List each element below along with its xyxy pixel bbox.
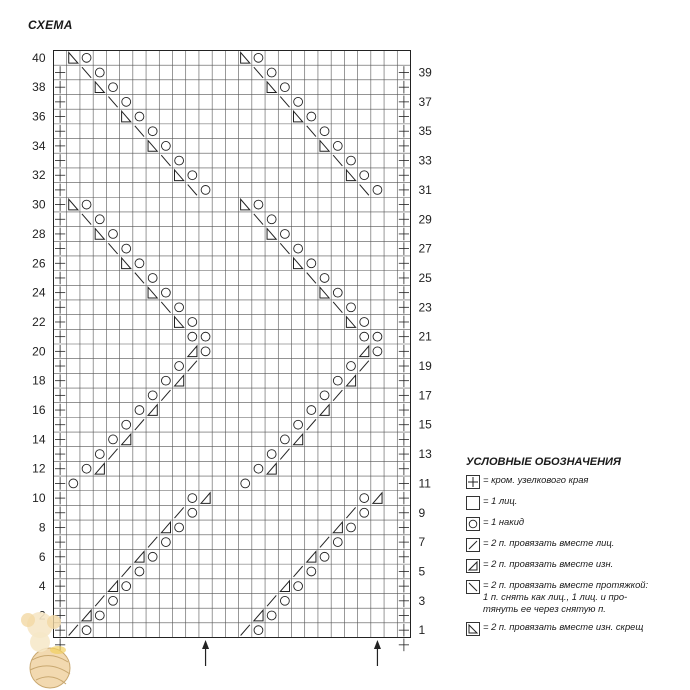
repeat-arrow-icon bbox=[374, 640, 381, 666]
row-number-right: 35 bbox=[418, 124, 432, 139]
row-number-right: 39 bbox=[418, 65, 432, 80]
legend-text: = 2 п. провязать вместе протяжкой: 1 п. снять как лиц., 1 лиц. и про- тянуть ее через снятую п. bbox=[483, 579, 649, 614]
row-number-left: 40 bbox=[32, 50, 46, 65]
row-number-left: 34 bbox=[32, 138, 46, 153]
row-number-right: 13 bbox=[418, 447, 432, 462]
row-number-left: 32 bbox=[32, 168, 46, 183]
legend-item-purl bbox=[466, 558, 688, 573]
row-number-left: 8 bbox=[38, 520, 46, 535]
row-number-right: 11 bbox=[418, 476, 431, 491]
legend bbox=[466, 456, 688, 642]
row-number-right: 9 bbox=[418, 505, 426, 520]
legend-item-knit bbox=[466, 495, 688, 510]
chart-grid bbox=[54, 51, 411, 638]
row-number-left: 30 bbox=[32, 197, 46, 212]
legend-text: = 2 п. провязать вместе лиц. bbox=[483, 537, 615, 548]
row-number-left: 12 bbox=[32, 461, 46, 476]
row-number-right: 15 bbox=[418, 417, 432, 432]
legend-symbol-yo-icon bbox=[466, 517, 480, 531]
row-number-left: 20 bbox=[32, 344, 46, 359]
row-number-left: 26 bbox=[32, 256, 46, 271]
legend-title: УСЛОВНЫЕ ОБОЗНАЧЕНИЯ bbox=[466, 456, 621, 468]
row-number-right: 33 bbox=[418, 153, 432, 168]
legend-text: = кром. узелкового края bbox=[483, 474, 589, 485]
row-number-right: 25 bbox=[418, 270, 432, 285]
row-number-right: 5 bbox=[418, 564, 426, 579]
row-number-left: 36 bbox=[32, 109, 46, 124]
legend-symbol-purl-icon bbox=[466, 559, 480, 573]
row-number-left: 24 bbox=[32, 285, 46, 300]
row-number-right: 19 bbox=[418, 359, 432, 374]
row-number-right: 3 bbox=[418, 593, 426, 608]
row-number-right: 31 bbox=[418, 182, 432, 197]
row-number-right: 17 bbox=[418, 388, 432, 403]
legend-text: = 2 п. провязать вместе изн. скрещ bbox=[483, 621, 644, 632]
row-number-left: 10 bbox=[32, 491, 46, 506]
row-number-left: 4 bbox=[38, 579, 46, 594]
legend-symbol-right-icon bbox=[466, 538, 480, 552]
chart-title: СХЕМА bbox=[28, 18, 73, 32]
legend-item-right bbox=[466, 537, 688, 552]
legend-symbol-left-icon bbox=[466, 580, 480, 594]
row-number-left: 38 bbox=[32, 80, 46, 95]
legend-item-edge bbox=[466, 474, 688, 489]
legend-item-pslant bbox=[466, 621, 688, 636]
row-number-right: 29 bbox=[418, 212, 432, 227]
legend-text: = 2 п. провязать вместе изн. bbox=[483, 558, 614, 569]
yarn-ball-icon bbox=[0, 580, 80, 690]
row-number-left: 18 bbox=[32, 373, 46, 388]
row-number-left: 28 bbox=[32, 226, 46, 241]
row-number-right: 27 bbox=[418, 241, 432, 256]
legend-items bbox=[466, 474, 688, 636]
legend-text: = 1 накид bbox=[483, 516, 525, 527]
row-number-left: 22 bbox=[32, 314, 46, 329]
legend-item-left bbox=[466, 579, 688, 615]
legend-symbol-knit-icon bbox=[466, 496, 480, 510]
row-number-right: 7 bbox=[418, 535, 426, 550]
row-number-right: 1 bbox=[418, 623, 426, 638]
row-number-right: 23 bbox=[418, 300, 432, 315]
row-number-left: 14 bbox=[32, 432, 46, 447]
row-number-right: 37 bbox=[418, 94, 432, 109]
legend-symbol-edge-icon bbox=[466, 475, 480, 489]
repeat-arrow-icon bbox=[202, 640, 209, 666]
edge-stitch-mark bbox=[399, 639, 409, 652]
legend-text: = 1 лиц. bbox=[483, 495, 518, 506]
legend-item-yo bbox=[466, 516, 688, 531]
row-number-left: 16 bbox=[32, 403, 46, 418]
row-number-left: 6 bbox=[38, 549, 46, 564]
legend-symbol-pslant-icon bbox=[466, 622, 480, 636]
row-number-right: 21 bbox=[418, 329, 432, 344]
